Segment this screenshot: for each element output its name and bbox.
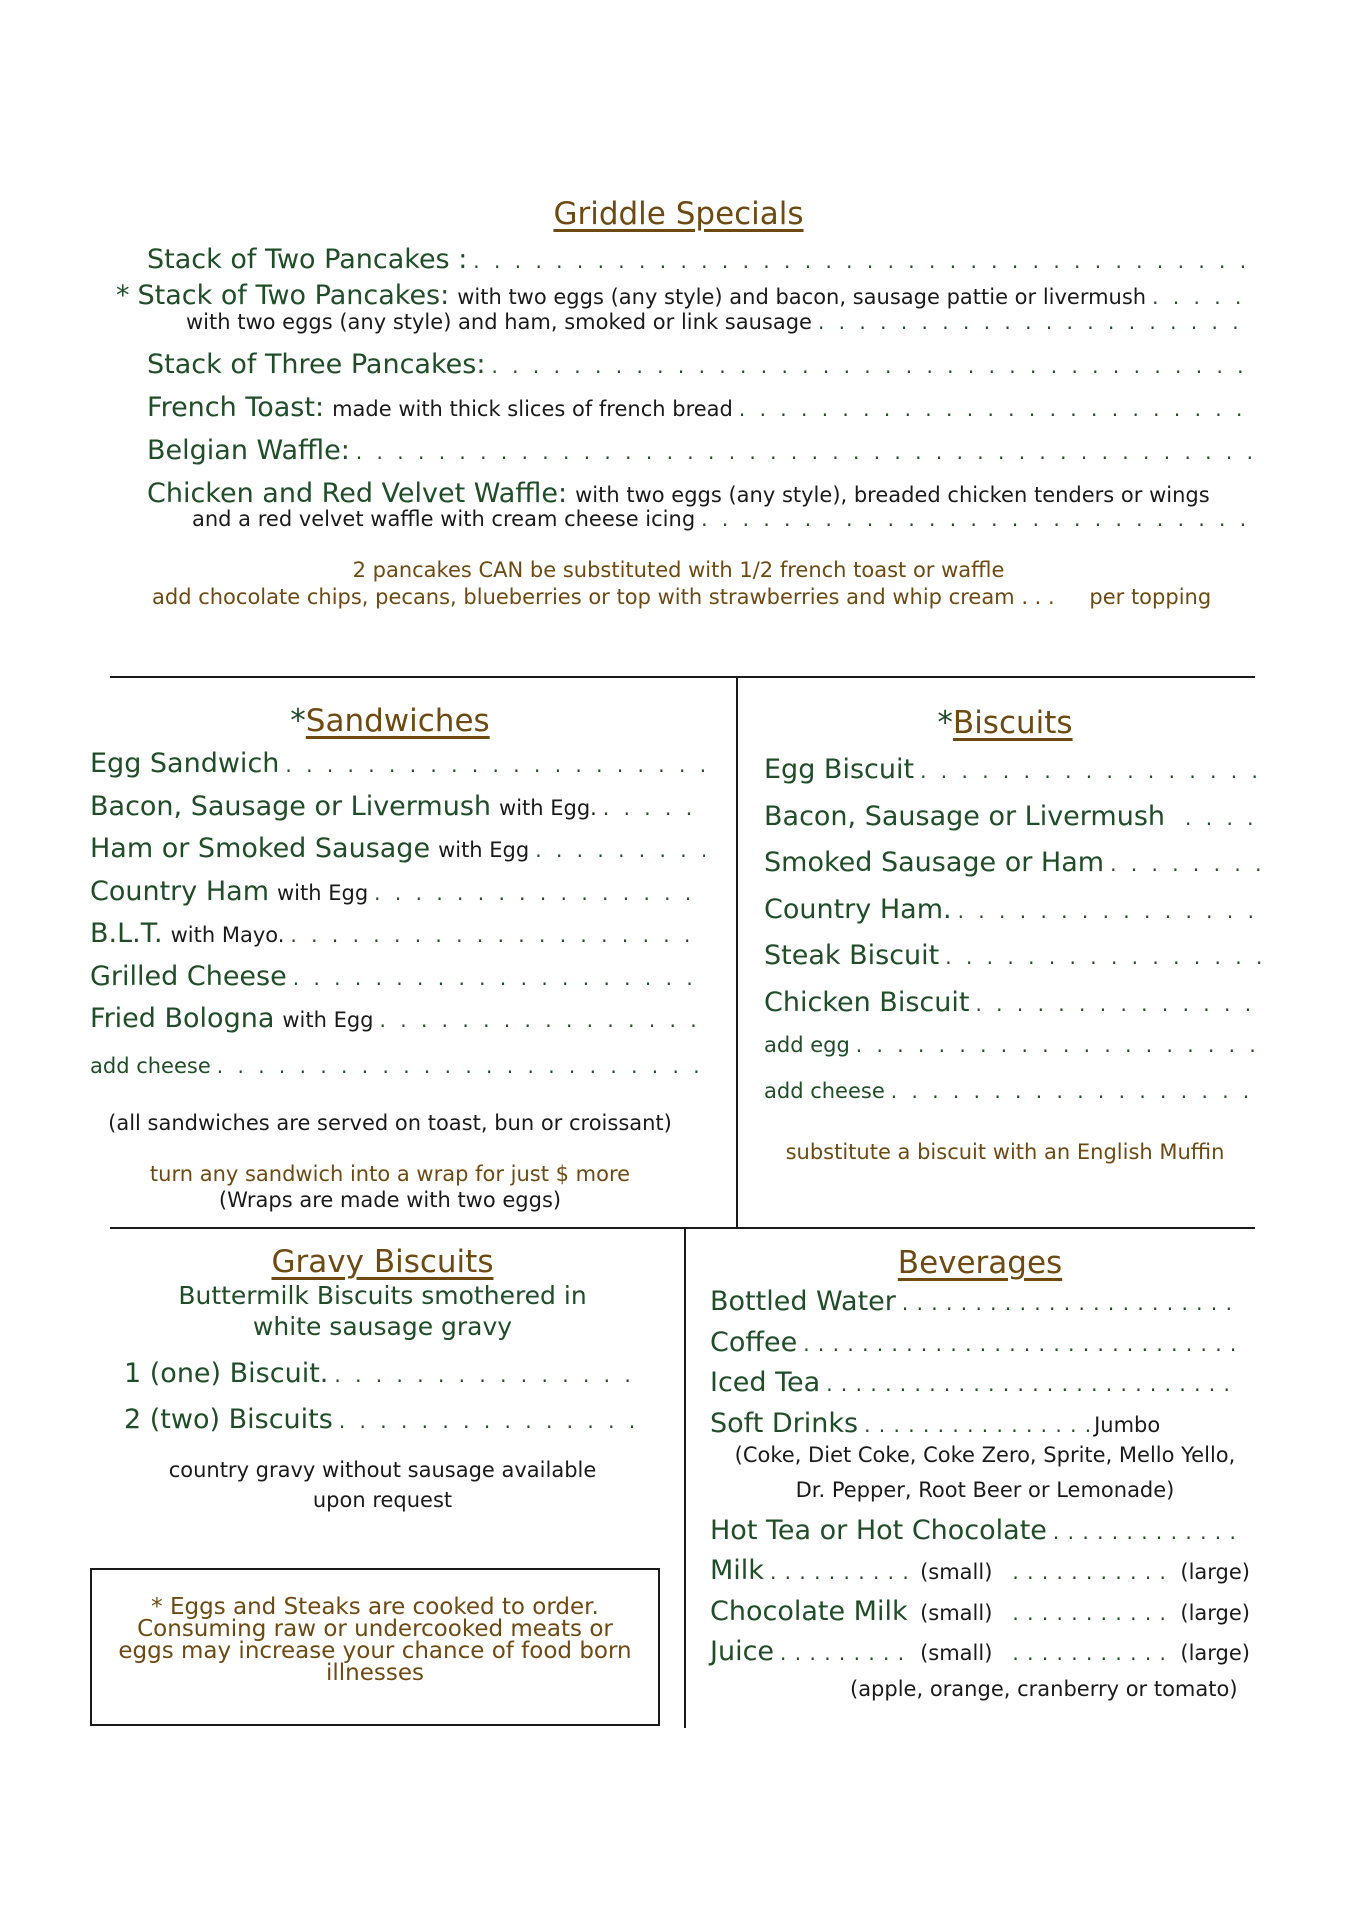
menu-item <box>764 987 1264 1034</box>
item-name: Chocolate Milk <box>710 1595 908 1627</box>
dot-leader <box>1012 1641 1172 1665</box>
small-size-label: (small) <box>920 1600 993 1625</box>
star-marker: * <box>290 703 306 739</box>
menu-item <box>764 801 1264 848</box>
dot-leader <box>920 759 1264 783</box>
dot-leader <box>217 1054 705 1078</box>
dot-leader <box>535 838 705 862</box>
item-name: Country Ham <box>90 875 269 907</box>
warning-line-4: illnesses <box>326 1660 424 1686</box>
item-name: Chicken Biscuit <box>764 986 970 1018</box>
item-name: Soft Drinks <box>710 1407 859 1439</box>
sized-beverages-list <box>710 1555 1250 1677</box>
menu-item <box>90 1054 705 1096</box>
menu-item <box>90 833 705 876</box>
item-description: with Egg <box>277 880 369 905</box>
large-size-label: (large) <box>1180 1560 1250 1584</box>
biscuits-list <box>764 754 1264 1125</box>
dot-leader <box>1012 1560 1172 1584</box>
dot-leader <box>380 1008 705 1032</box>
large-size-label: (large) <box>1180 1641 1250 1665</box>
item-name: Ham or Smoked Sausage <box>90 833 431 864</box>
soft-drinks-note-1: (Coke, Diet Coke, Coke Zero, Sprite, Mello Yello, <box>734 1443 1236 1467</box>
menu-item <box>147 435 1252 466</box>
dot-leader <box>339 1409 644 1433</box>
item-name: Steak Biscuit <box>764 940 940 971</box>
gravy-note-2: upon request <box>312 1488 453 1512</box>
dot-leader <box>293 966 705 990</box>
dot-leader <box>1152 285 1252 309</box>
menu-item-sub <box>186 310 1252 334</box>
dot-leader <box>864 1413 1094 1437</box>
menu-item <box>764 894 1264 941</box>
item-name: Stack of Two Pancakes: <box>137 280 450 311</box>
item-name: Stack of Three Pancakes: <box>147 349 486 380</box>
item-name: 1 (one) Biscuit. <box>124 1358 329 1389</box>
dot-leader <box>856 1033 1264 1057</box>
menu-item <box>764 940 1264 987</box>
dot-leader <box>1053 1520 1240 1544</box>
item-name: 2 (two) Biscuits <box>124 1404 333 1435</box>
star-marker: * <box>937 705 953 741</box>
item-description: and a red velvet waffle with cream cheese icing <box>192 507 696 531</box>
menu-item <box>764 1079 1264 1125</box>
item-description: with Egg <box>282 1008 374 1032</box>
menu-item <box>147 478 1252 509</box>
item-name: Bottled Water <box>710 1286 896 1317</box>
item-name: Coffee <box>710 1326 798 1358</box>
dot-leader <box>603 796 705 820</box>
item-description: made with thick slices of french bread <box>332 397 733 421</box>
dot-leader <box>958 899 1264 923</box>
toppings-text: add chocolate chips, pecans, blueberries or top with strawberries and whip cream . . . <box>152 585 1055 609</box>
item-name: Country Ham. <box>764 893 952 925</box>
item-name: Hot Tea or Hot Chocolate <box>710 1515 1047 1546</box>
item-description: with Egg. <box>499 795 597 820</box>
warning-line-3: eggs may increase your chance of food born <box>118 1638 632 1664</box>
dot-leader <box>356 440 1252 464</box>
menu-item <box>124 1404 644 1435</box>
menu-item-sub <box>192 507 1252 531</box>
small-size-label: (small) <box>920 1641 993 1665</box>
beverages-title: Beverages <box>897 1245 1063 1281</box>
dot-leader <box>1012 1601 1172 1625</box>
menu-item <box>90 791 705 834</box>
gravy-subtitle-2: white sausage gravy <box>252 1312 513 1341</box>
item-name: Chicken and Red Velvet Waffle: <box>147 478 568 509</box>
biscuits-heading <box>740 705 1270 741</box>
dot-leader <box>1185 806 1264 830</box>
biscuits-title: Biscuits <box>952 705 1073 741</box>
menu-item <box>147 392 1252 423</box>
warning-line-1: * Eggs and Steaks are cooked to order. <box>151 1594 599 1620</box>
dot-leader <box>891 1079 1264 1103</box>
gravy-subtitle-1: Buttermilk Biscuits smothered in <box>178 1281 587 1310</box>
dot-leader <box>290 923 705 947</box>
menu-item <box>90 918 705 961</box>
small-size-label: (small) <box>920 1560 993 1584</box>
item-name: Grilled Cheese <box>90 960 287 992</box>
divider-top <box>110 676 1255 678</box>
menu-item <box>90 961 705 1004</box>
dot-leader <box>826 1372 1240 1396</box>
menu-item <box>124 1358 644 1389</box>
item-name: B.L.T. <box>90 918 163 949</box>
item-description: with Egg <box>438 838 530 862</box>
dot-leader <box>975 992 1264 1016</box>
item-name: Milk <box>710 1555 764 1586</box>
item-name: Fried Bologna <box>90 1003 275 1034</box>
item-name: Egg Biscuit <box>764 754 915 785</box>
divider-vertical-lower <box>684 1228 686 1728</box>
soft-drinks-note-2: Dr. Pepper, Root Beer or Lemonade) <box>795 1478 1175 1502</box>
food-safety-warning <box>90 1568 660 1726</box>
large-size-label: (large) <box>1180 1600 1250 1625</box>
sandwiches-title: Sandwiches <box>305 703 490 739</box>
menu-item <box>90 748 705 791</box>
item-description: with two eggs (any style) and ham, smoked or link sausage <box>186 310 812 334</box>
menu-item <box>764 1033 1264 1079</box>
per-topping-label: per topping <box>1089 585 1212 609</box>
menu-item <box>764 847 1264 894</box>
menu-item <box>90 876 705 919</box>
dot-leader <box>473 249 1252 273</box>
sandwiches-heading <box>90 703 690 739</box>
menu-item <box>90 1003 705 1046</box>
sandwiches-wrap-note: turn any sandwich into a wrap for just $ more <box>149 1162 631 1186</box>
dot-leader <box>739 397 1252 421</box>
dot-leader <box>1110 852 1264 876</box>
menu-item <box>710 1636 1250 1677</box>
gravy-note-1: country gravy without sausage available <box>168 1458 597 1482</box>
dot-leader <box>334 1363 644 1387</box>
menu-item <box>710 1327 1240 1368</box>
item-name: Stack of Two Pancakes : <box>147 244 468 275</box>
griddle-note-toppings <box>152 585 1211 609</box>
menu-item <box>710 1515 1240 1546</box>
warning-line-2: Consuming raw or undercooked meats or <box>137 1616 613 1642</box>
item-name: Smoked Sausage or Ham <box>764 847 1105 878</box>
dot-leader <box>818 310 1252 334</box>
item-description: with two eggs (any style) and bacon, sausage pattie or livermush <box>457 285 1147 309</box>
item-name: French Toast: <box>147 392 325 423</box>
menu-item <box>710 1367 1240 1408</box>
divider-vertical-upper <box>736 676 738 1228</box>
sandwiches-wrap-note-2: (Wraps are made with two eggs) <box>218 1188 562 1212</box>
dot-leader <box>374 881 705 905</box>
juice-note: (apple, orange, cranberry or tomato) <box>850 1677 1238 1701</box>
item-name: add egg <box>764 1033 850 1057</box>
item-name: Iced Tea <box>710 1367 821 1398</box>
item-name: Belgian Waffle: <box>147 435 350 466</box>
beverages-list <box>710 1286 1240 1444</box>
item-name: Egg Sandwich <box>90 748 280 779</box>
menu-item <box>147 349 1252 380</box>
star-marker: * <box>116 280 130 311</box>
gravy-title: Gravy Biscuits <box>271 1244 494 1280</box>
dot-leader <box>945 945 1264 969</box>
item-description: with two eggs (any style), breaded chicken tenders or wings <box>575 483 1210 507</box>
dot-leader <box>701 507 1252 531</box>
dot-leader <box>491 354 1252 378</box>
griddle-title: Griddle Specials <box>553 196 804 232</box>
item-name: add cheese <box>90 1053 211 1078</box>
menu-item <box>710 1596 1250 1637</box>
dot-leader <box>770 1560 914 1584</box>
divider-middle <box>110 1227 1255 1229</box>
griddle-note-substitute: 2 pancakes CAN be substituted with 1/2 french toast or waffle <box>352 558 1005 582</box>
menu-item <box>764 754 1264 801</box>
item-name: add cheese <box>764 1079 885 1103</box>
sandwiches-served-note: (all sandwiches are served on toast, bun or croissant) <box>108 1111 672 1135</box>
menu-item <box>710 1555 1250 1596</box>
biscuits-substitute-note: substitute a biscuit with an English Muffin <box>785 1140 1225 1164</box>
menu-item <box>710 1286 1240 1327</box>
dot-leader <box>803 1332 1240 1356</box>
item-name: Juice <box>710 1636 775 1667</box>
sandwiches-list <box>90 748 705 1096</box>
dot-leader <box>285 753 705 777</box>
dot-leader <box>902 1291 1240 1315</box>
menu-item <box>710 1408 1240 1444</box>
dot-leader <box>780 1641 914 1665</box>
menu-item <box>147 244 1252 275</box>
item-description: with Mayo. <box>170 923 285 947</box>
item-name: Bacon, Sausage or Livermush <box>90 790 492 822</box>
item-name: Bacon, Sausage or Livermush <box>764 800 1166 832</box>
size-label: Jumbo <box>1094 1412 1161 1437</box>
menu-item <box>116 280 1252 311</box>
